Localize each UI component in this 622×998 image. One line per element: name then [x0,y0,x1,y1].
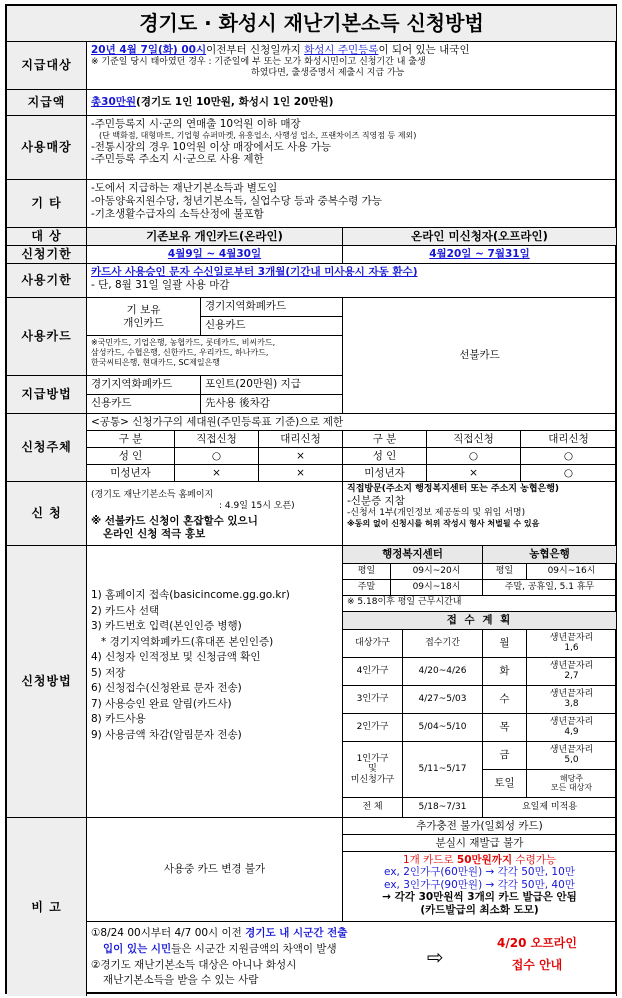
applicant-header-type-off: 구 분 [343,431,427,448]
schedule-end-thu: 생년끝자리 4,9 [527,714,617,742]
card-list: ※국민카드, 기업은행, 농협카드, 롯데카드, 비씨카드, 삼성카드, 수협은행, 신한카드, 우리카드, 하나카드, 한국씨티은행, 현대카드, SC제일은행 [87,336,343,376]
hours-weekday: 평일 [343,564,391,580]
minor-direct-online: × [175,465,259,482]
hours-bank-weekday: 09시~16시 [527,564,617,580]
label-apply-method: 신청방법 [7,546,87,818]
apply-offline: 직접방문(주소지 행정복지센터 또는 주소지 농협은행) -신분증 지참 -신청서 1부(개인정보 제공동의 및 위임 서명) ※동의 없이 신청시를 허위 작성시 형사 처벌될 수 있음 [343,482,617,546]
label-usage-period: 사용기한 [7,264,87,298]
pay-credit: 신용카드 [87,395,201,414]
schedule-hh-2: 2인가구 [343,714,403,742]
target-date: 20년 4월 7일(화) 00시 [91,44,207,56]
schedule-per-4: 4/20~4/26 [403,658,483,686]
hours-bank-weekend: 주말, 공휴일, 5.1 휴무 [483,580,617,596]
apply-online: (경기도 재난기본소득 홈페이지 : 4.9일 15시 오픈) ※ 선불카드 신청이 혼잡할수 있으니 온라인 신청 적극 홍보 [87,482,343,546]
hours-center-weekend: 09시~18시 [391,580,483,596]
hours-bank-weekday-label: 평일 [483,564,527,580]
label-applicant: 신청주체 [7,414,87,482]
minor-proxy-online: × [259,465,343,482]
schedule-all: 전 체 [343,798,403,818]
subject-online: 기존보유 개인카드(온라인) [87,228,343,246]
schedule-end-mon: 생년끝자리 1,6 [527,630,617,658]
card-own: 기 보유 개인카드 [87,298,201,336]
pay-local: 경기지역화폐카드 [87,376,201,395]
applicant-header-type: 구 분 [87,431,175,448]
adult-proxy-online: × [259,448,343,465]
label-target: 지급대상 [7,42,87,90]
schedule-header-household: 대상가구 [343,630,403,658]
minor-direct-offline: × [427,465,521,482]
applicant-rule: <공통> 신청가구의 세대원(주민등록표 기준)으로 제한 [87,414,617,431]
adult-direct-offline: ○ [427,448,521,465]
hours-bank-header: 농협은행 [483,546,617,564]
usage-content: 카드사 사용승인 문자 수신일로부터 3개월(기간내 미사용시 자동 환수) - 단, 8월 31일 일괄 사용 마감 [87,264,617,298]
note-no-reissue: 분실시 재발급 불가 [343,835,617,852]
schedule-title: 접 수 계 획 [343,612,617,630]
applicant-minor: 미성년자 [87,465,175,482]
schedule-all-period: 5/18~7/31 [403,798,483,818]
application-guide-document [5,4,617,994]
offline-notice-1: 4/20 오프라인 [497,936,577,950]
minor-proxy-offline: ○ [521,465,617,482]
applicant-header-direct-off: 직접신청 [427,431,521,448]
hours-center-header: 행정복지센터 [343,546,483,564]
schedule-day-fri: 금 [483,742,527,770]
period-online: 4월9일 ~ 4월30일 [87,246,343,264]
card-local: 경기지역화폐카드 [201,298,343,317]
label-amount: 지급액 [7,90,87,116]
target-note: ※ 기준일 당시 태아였던 경우 : 기준일에 부 또는 모가 화성시민이고 신청기간 내 출생 [91,56,426,67]
schedule-hh-3: 3인가구 [343,686,403,714]
amount-total: 총30만원 [91,96,137,108]
schedule-header-period: 접수기간 [403,630,483,658]
label-card: 사용카드 [7,298,87,376]
applicant-minor-off: 미성년자 [343,465,427,482]
subject-offline: 온라인 미신청자(오프라인) [343,228,617,246]
schedule-day-thu: 목 [483,714,527,742]
applicant-adult: 성 인 [87,448,175,465]
schedule-hh-1: 1인가구 및 미신청가구 [343,742,403,798]
applicant-header-proxy-off: 대리신청 [521,431,617,448]
note-left: 사용중 카드 변경 불가 [87,818,343,922]
label-period: 신청기한 [7,246,87,264]
schedule-day-mon: 월 [483,630,527,658]
offline-notice-2: 접수 안내 [511,958,563,972]
hours-weekend: 주말 [343,580,391,596]
page-title: 경기도 · 화성시 재난기본소득 신청방법 [7,6,617,42]
adult-proxy-offline: ○ [521,448,617,465]
target-resident: 화성시 주민등록 [304,44,379,56]
etc-content: -도에서 지급하는 재난기본소득과 별도임 -아동양육지원수당, 청년기본소득, 실업수당 등과 중복수령 가능 -기초생활수급자의 소득산정에 불포함 [87,180,617,228]
schedule-day-weekend: 토일 [483,770,527,798]
schedule-day-wed: 수 [483,686,527,714]
schedule-end-tue: 생년끝자리 2,7 [527,658,617,686]
note-bottom: ①8/24 00시부터 4/7 00시 이전 경기도 내 시군간 전출 입이 있는 시민들은 시군간 지원금액의 차액이 발생 ②경기도 재난기본소득 대상은 아니나 화성시 재난기본소득을 받을 수 있는 사람 ⇨ 4/20 오프라인 접수 안내 [87,922,617,996]
note-limit: 1개 카드로 50만원까지 수령가능 ex, 2인가구(60만원) → 각각 50만, 10만 ex, 3인가구(90만원) → 각각 50만, 40만 → 각각 30만원씩 3개의 카드 발급은 안됨 (카드발급의 최소화 도모) [343,852,617,922]
label-subject: 대 상 [7,228,87,246]
label-etc: 기 타 [7,180,87,228]
schedule-end-weekend: 해당주 모든 대상자 [527,770,617,798]
pay-deduct: 先사용 後차감 [201,395,343,414]
arrow-icon: ⇨ [427,945,444,969]
applicant-header-proxy: 대리신청 [259,431,343,448]
amount-content: 총30만원(경기도 1인 10만원, 화성시 1인 20만원) [87,90,617,116]
schedule-end-fri: 생년끝자리 5,0 [527,742,617,770]
hours-note: ※ 5.18이후 평일 근무시간내 [343,596,617,612]
pay-point: 포인트(20만원) 지급 [201,376,343,395]
period-offline: 4월20일 ~ 7월31일 [343,246,617,264]
label-apply: 신 청 [7,482,87,546]
target-content: 20년 4월 7일(화) 00시이전부터 신청일까지 화성시 주민등록이 되어 있는 내국인 ※ 기준일 당시 태아였던 경우 : 기준일에 부 또는 모가 화성시민이고 신청기간 내 출생 하였다면, 출생증명서 제출시 지급 가능 [87,42,617,90]
hours-center-weekday: 09시~20시 [391,564,483,580]
schedule-end-wed: 생년끝자리 3,8 [527,686,617,714]
adult-direct-online: ○ [175,448,259,465]
applicant-adult-off: 성 인 [343,448,427,465]
label-pay-method: 지급방법 [7,376,87,414]
usage-main: 카드사 사용승인 문자 수신일로부터 3개월(기간내 미사용시 자동 환수) [91,266,418,278]
schedule-all-note: 요일제 미적용 [483,798,617,818]
method-steps: 1) 홈페이지 접속(basicincome.gg.go.kr) 2) 카드사 선택 3) 카드번호 입력(본인인증 병행) * 경기지역화폐카드(휴대폰 본인인증) 4) 신청자 인적정보 및 신청금액 확인 5) 저장 6) 신청접수(신청완료 문자 전송) 7) 사용승인 완료 알림(카드사) 8) 카드사용 9) 사용금액 차감(알림문자 전송) [87,546,343,818]
schedule-per-1: 5/11~5/17 [403,742,483,798]
note-no-recharge: 추가충전 불가(일회성 카드) [343,818,617,835]
schedule-per-3: 4/27~5/03 [403,686,483,714]
card-offline-prepaid: 선불카드 [343,298,617,414]
label-store: 사용매장 [7,116,87,180]
schedule-per-2: 5/04~5/10 [403,714,483,742]
schedule-hh-4: 4인가구 [343,658,403,686]
label-note: 비 고 [7,818,87,996]
card-credit: 신용카드 [201,317,343,336]
schedule-day-tue: 화 [483,658,527,686]
applicant-header-direct: 직접신청 [175,431,259,448]
store-content: -주민등록지 시·군의 연매출 10억원 이하 매장 (단 백화점, 대형마트, 기업형 슈퍼마켓, 유흥업소, 사행성 업소, 프랜차이즈 직영점 등 제외) -전통시장의 경우 10억원 이상 매장에서도 사용 가능 -주민등록 주소지 시·군으로 사용 제한 [87,116,617,180]
